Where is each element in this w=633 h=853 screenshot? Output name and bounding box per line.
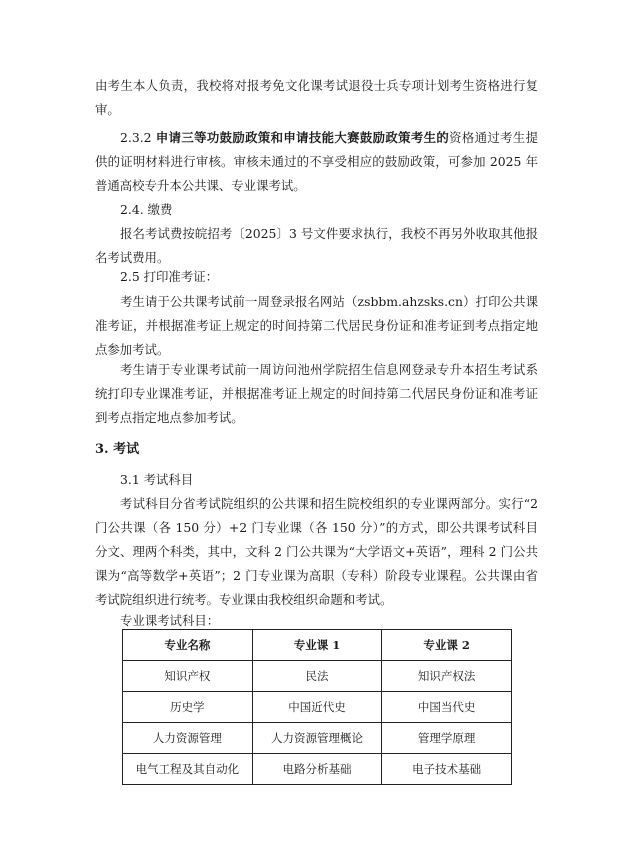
cell-course-1: 民法 bbox=[252, 661, 382, 692]
paragraph-admission-ticket-major: 考生请于专业课考试前一周访问池州学院招生信息网登录专升本招生考试系统打印专业课准考证，并根据准考证上规定的时间持第二代居民身份证和准考证到考点指定地点参加考试。 bbox=[95, 362, 538, 425]
paragraph-2-3-2 bbox=[95, 126, 538, 198]
header-course-1: 专业课 1 bbox=[252, 630, 382, 661]
header-course-2: 专业课 2 bbox=[382, 630, 512, 661]
paragraph-admission-ticket-public: 考生请于公共课考试前一周登录报名网站（zsbbm.ahzsks.cn）打印公共课准考证，并根据准考证上规定的时间持第二代居民身份证和准考证到考点指定地点参加考试。 bbox=[95, 294, 538, 357]
cell-course-1: 中国近代史 bbox=[252, 692, 382, 723]
cell-course-1: 人力资源管理概论 bbox=[252, 723, 382, 754]
table-header-row bbox=[123, 630, 512, 661]
cell-course-2: 中国当代史 bbox=[382, 692, 512, 723]
cell-major: 人力资源管理 bbox=[123, 723, 253, 754]
table-row bbox=[123, 692, 512, 723]
paragraph-fee: 报名考试费按皖招考〔2025〕3 号文件要求执行，我校不再另外收取其他报名考试费用。 bbox=[95, 226, 538, 265]
section-label-2-5: 2.5 打印准考证： bbox=[120, 269, 218, 284]
table-row bbox=[123, 754, 512, 785]
section-label-2-4: 2.4. 缴费 bbox=[120, 202, 173, 217]
major-subjects-table bbox=[122, 629, 512, 785]
section-label-3-1: 3.1 考试科目 bbox=[120, 472, 194, 487]
cell-course-2: 管理学原理 bbox=[382, 723, 512, 754]
cell-course-2: 知识产权法 bbox=[382, 661, 512, 692]
cell-major: 电气工程及其自动化 bbox=[123, 754, 253, 785]
table-row bbox=[123, 723, 512, 754]
table-caption: 专业课考试科目： bbox=[120, 613, 220, 628]
cell-course-1: 电路分析基础 bbox=[252, 754, 382, 785]
section-number-2-3-2: 2.3.2 bbox=[120, 130, 152, 145]
table-row bbox=[123, 661, 512, 692]
heading-exam: 3. 考试 bbox=[95, 442, 140, 457]
bold-phrase-incentive: 申请三等功鼓励政策和申请技能大赛鼓励政策考生的 bbox=[155, 130, 450, 145]
text-incentive-rest: 资格通过考生提供的证明材料进行审核。审核未通过的不享受相应的鼓励政策，可参加 2025 年普通高校专升本公共课、专业课考试。 bbox=[95, 130, 539, 193]
cell-major: 知识产权 bbox=[123, 661, 253, 692]
paragraph-exam-subjects: 考试科目分省考试院组织的公共课和招生院校组织的专业课两部分。实行“2 门公共课（各 150 分）+2 门专业课（各 150 分）”的方式，即公共课考试科目分文、理两个科类，其中，文科 2 门公共课为“大学语文+英语”，理科 2 门公共课为“高等数学+英语”；2 门专业课为高职（专科）阶段专业课程。公共课由省考试院组织进行统考。专业课由我校组织命题和考试。 bbox=[95, 496, 538, 607]
cell-course-2: 电子技术基础 bbox=[382, 754, 512, 785]
cell-major: 历史学 bbox=[123, 692, 253, 723]
paragraph-review: 由考生本人负责，我校将对报考免文化课考试退役士兵专项计划考生资格进行复审。 bbox=[95, 78, 538, 117]
header-major: 专业名称 bbox=[123, 630, 253, 661]
